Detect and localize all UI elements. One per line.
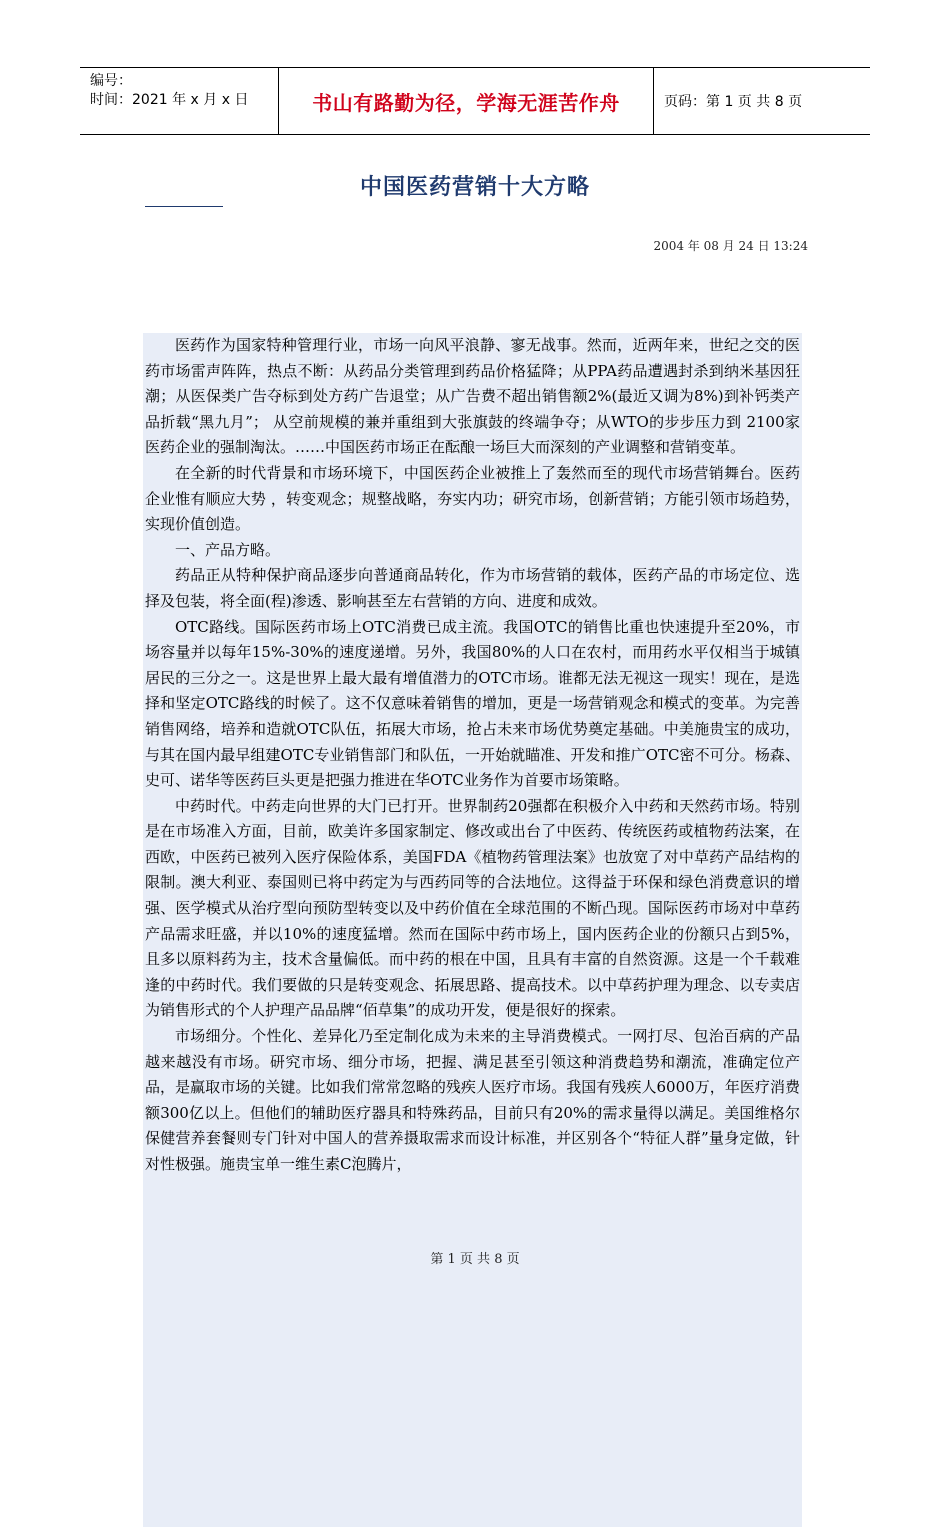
title-underline — [145, 206, 223, 207]
page-footer: 第 1 页 共 8 页 — [430, 1252, 520, 1267]
paragraph: 中药时代。中药走向世界的大门已打开。世界制药20强都在积极介入中药和天然药市场。特别是在市场准入方面，目前，欧美许多国家制定、修改或出台了中医药、传统医药或植物药法案，在西欧，中医药已被列入医疗保险体系，美国FDA《植物药管理法案》也放宽了对中草药产品结构的限制。澳大利亚、泰国则已将中药定为与西药同等的合法地位。这得益于环保和绿色消费意识的增强、医学模式从治疗型向预防型转变以及中药价值在全球范围的不断凸现。国际医药市场对中草药产品需求旺盛，并以10%的速度猛增。然而在国际中药市场上，国内医药企业的份额只占到5%，且多以原料药为主，技术含量偏低。而中药的根在中国，且具有丰富的自然资源。这是一个千载难逢的中药时代。我们要做的只是转变观念、拓展思路、提高技术。以中草药护理为理念、以专卖店为销售形式的个人护理产品品牌“佰草集”的成功开发，便是很好的探索。 — [145, 796, 800, 1020]
motto-text: 书山有路勤为径，学海无涯苦作舟 — [312, 90, 620, 115]
paragraph: 在全新的时代背景和市场环境下，中国医药企业被推上了轰然而至的现代市场营销舞台。医药企业惟有顺应大势 ，转变观念；规整战略，夯实内功；研究市场，创新营销；方能引领市场趋势，实现价值创造。 — [145, 463, 800, 534]
motto-cell — [279, 68, 654, 134]
paragraph: 医药作为国家特种管理行业，市场一向风平浪静、寥无战事。然而，近两年来，世纪之交的医药市场雷声阵阵，热点不断：从药品分类管理到药品价格猛降；从PPA药品遭遇封杀到纳米基因狂潮；从医保类广告夺标到处方药广告退堂；从广告费不超出销售额2%(最近又调为8%)到补钙类产品折载“黑九月”； 从空前规模的兼并重组到大张旗鼓的终端争夺；从WTO的步步压力到 2100家医药企业的强制淘汰。……中国医药市场正在酝酿一场巨大而深刻的产业调整和营销变革。 — [145, 336, 800, 457]
document-title: 中国医药营销十大方略 — [359, 175, 590, 200]
document-body — [143, 333, 802, 1527]
code-label: 编号： — [90, 73, 132, 89]
page-info-cell — [654, 68, 870, 134]
header-meta-cell — [80, 68, 279, 134]
date-line: 时间：2021 年 x 月 x 日 — [90, 92, 249, 108]
paragraph: OTC路线。国际医药市场上OTC消费已成主流。我国OTC的销售比重也快速提升至20%，市场容量并以每年15%-30%的速度递增。另外，我国80%的人口在农村，而用药水平仅相当于城镇居民的三分之一。这是世界上最大最有增值潜力的OTC市场。谁都无法无视这一现实！现在，是选择和坚定OTC路线的时候了。这不仅意味着销售的增加，更是一场营销观念和模式的变革。为完善销售网络，培养和造就OTC队伍，拓展大市场，抢占未来市场优势奠定基础。中美施贵宝的成功，与其在国内最早组建OTC专业销售部门和队伍，一开始就瞄准、开发和推广OTC密不可分。杨森、史可、诺华等医药巨头更是把强力推进在华OTC业务作为首要市场策略。 — [145, 617, 800, 790]
section-heading: 一、产品方略。 — [175, 540, 281, 559]
paragraph: 药品正从特种保护商品逐步向普通商品转化，作为市场营销的载体，医药产品的市场定位、选择及包装，将全面(程)渗透、影响甚至左右营销的方向、进度和成效。 — [145, 566, 800, 610]
paragraph: 市场细分。个性化、差异化乃至定制化成为未来的主导消费模式。一网打尽、包治百病的产品越来越没有市场。研究市场、细分市场，把握、满足甚至引领这种消费趋势和潮流，准确定位产品，是赢取市场的关键。比如我们常常忽略的残疾人医疗市场。我国有残疾人6000万，年医疗消费额300亿以上。但他们的辅助医疗器具和特殊药品，目前只有20%的需求量得以满足。美国维格尔保健营养套餐则专门针对中国人的营养摄取需求而设计标准，并区别各个“特征人群”量身定做，针对性极强。施贵宝单一维生素C泡腾片， — [145, 1027, 800, 1173]
document-header — [80, 67, 870, 135]
document-date: 2004 年 08 月 24 日 13:24 — [653, 239, 808, 253]
page-info-text: 页码：第 1 页 共 8 页 — [664, 94, 803, 110]
